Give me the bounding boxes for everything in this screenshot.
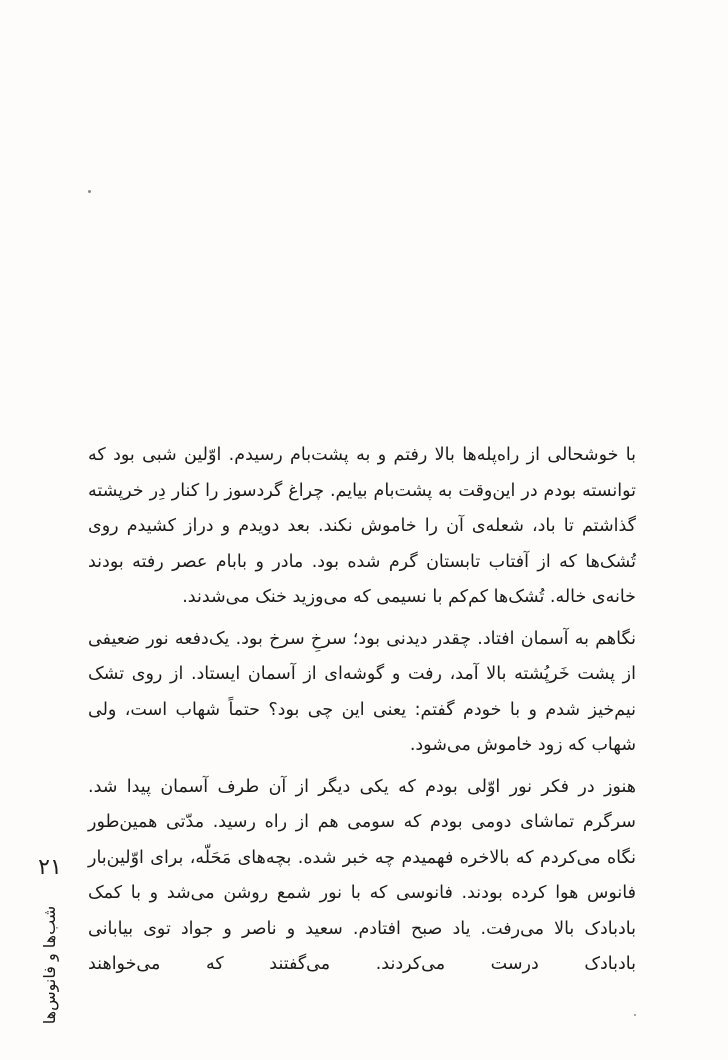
text-line: پشت خَرپُشته بالا آمد، رفت و گوشه‌ای از آسمان ایستاد. از روی تشک نیم‌خیز شدم [88,664,636,720]
page-number: ۲۱ [38,855,62,880]
paper-speck [634,1014,636,1016]
book-title: شب‌ها و فانوس‌ها [40,905,59,1025]
text-line: می‌شود. [409,735,471,755]
text-line: نگاهم به آسمان افتاد. چقدر دیدنی بود؛ سرخِ سرخ بود. یک‌دفعه نور ضعیفی از [88,628,636,684]
text-line: نسیمی که می‌وزید خنک می‌شدند. [182,587,427,607]
text-line: شعله‌ی آن را خاموش نکند. بعد دویدم و دراز کشیدم روی تُشک‌ها که از آفتاب [88,516,636,572]
paragraph-1 [88,438,636,616]
text-line: سعید و ناصر و جواد توی بیابانی بادبادک درست می‌کردند. می‌گفتند که می‌خواهند [88,918,636,974]
body-text [88,438,636,983]
text-line: فانوسی که با نور شمع روشن می‌شد و با کمک بادبادک بالا می‌رفت. یاد صبح افتادم. [88,883,636,939]
text-line: با خوشحالی از راه‌پله‌ها بالا رفتم و به پشت‌بام رسیدم. اوّلین شبی بود که توانسته [88,445,636,501]
text-line: بودم در این‌وقت به پشت‌بام بیایم. چراغ گردسوز را کنار دِر خرپشته گذاشتم تا باد، [88,480,636,536]
text-line: بالاخره فهمیدم چه خبر شده. بچه‌های مَحَلّه، برای اوّلین‌بار فانوس هوا کرده بودند. [88,847,636,903]
text-line: تماشای دومی بودم که سومی هم از راه رسید. مدّتی همین‌طور نگاه می‌کردم که [88,812,636,868]
paper-speck [88,190,91,193]
paragraph-2 [88,622,636,764]
paragraph-3 [88,770,636,983]
text-line: تابستان گرم شده بود. مادر و بابام عصر رفته بودند خانه‌ی خاله. تُشک‌ها کم‌کم با [88,551,636,607]
running-footer [30,855,70,1025]
text-line: هنوز در فکر نور اوّلی بودم که یکی دیگر از آن طرف آسمان پیدا شد. سرگرم [88,776,636,832]
text-line: و با خودم گفتم: یعنی این چی بود؟ حتماً شهاب است، ولی شهاب که زود خاموش [88,699,636,755]
